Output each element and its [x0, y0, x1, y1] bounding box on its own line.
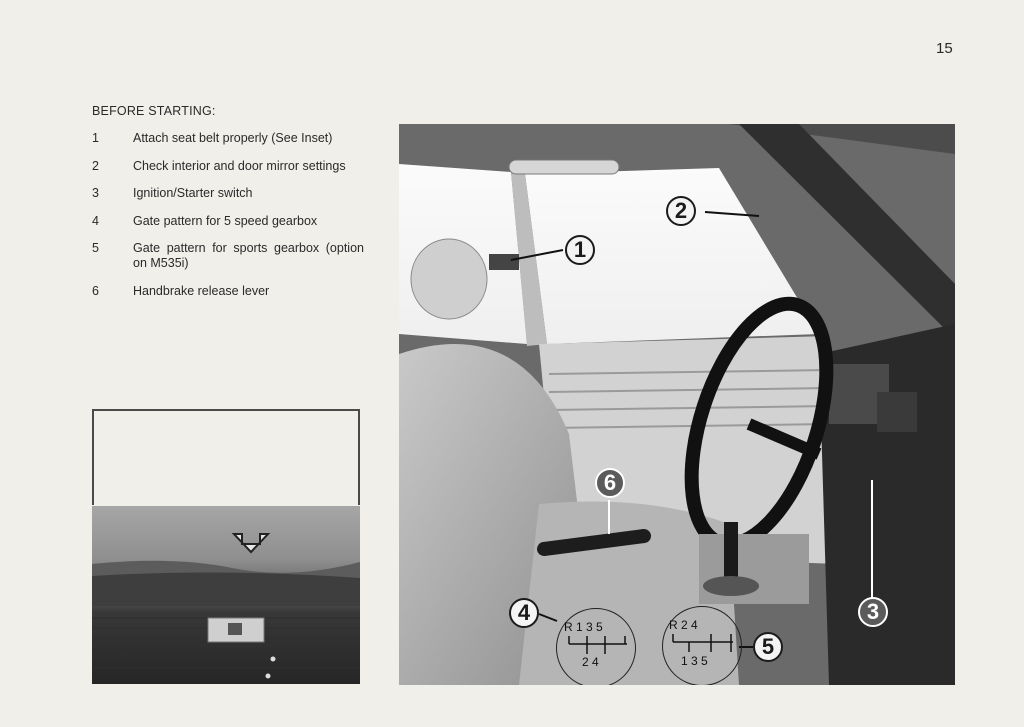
list-item — [92, 159, 364, 174]
inset-photo — [92, 506, 360, 684]
list-item — [92, 131, 364, 146]
gate-5-bottom: 1 3 5 — [681, 654, 708, 668]
item-text: Ignition/Starter switch — [133, 186, 253, 200]
callout-4: 4 — [509, 598, 539, 628]
section-heading: BEFORE STARTING: — [92, 104, 216, 118]
callout-6: 6 — [595, 468, 625, 498]
list-item — [92, 284, 364, 299]
item-number: 1 — [92, 131, 99, 145]
inset-frame — [92, 409, 360, 505]
car-interior-photo — [399, 124, 955, 685]
item-number: 6 — [92, 283, 99, 298]
list-item — [92, 241, 364, 271]
item-text: Attach seat belt properly (See Inset) — [133, 131, 333, 145]
list-item — [92, 186, 364, 201]
inset-photo-illustration — [92, 506, 360, 684]
gate-4-bottom: 2 4 — [582, 655, 599, 669]
callout-1: 1 — [565, 235, 595, 265]
item-text: Gate pattern for 5 speed gearbox — [133, 213, 318, 228]
item-text: Handbrake release lever — [133, 283, 270, 298]
page-number: 15 — [936, 40, 953, 57]
list-item — [92, 214, 364, 229]
seatbelt-buckle — [489, 254, 519, 270]
gear-stick — [724, 522, 738, 584]
gate-4-top: R 1 3 5 — [564, 620, 603, 634]
item-number: 5 — [92, 241, 99, 255]
callout-3: 3 — [858, 597, 888, 627]
item-number: 3 — [92, 186, 99, 200]
item-text: Check interior and door mirror settings — [133, 158, 346, 173]
gate-5-top: R 2 4 — [669, 618, 698, 632]
item-number: 4 — [92, 213, 99, 228]
callout-2: 2 — [666, 196, 696, 226]
item-number: 2 — [92, 158, 99, 173]
instruction-list — [92, 131, 364, 311]
item-text: Gate pattern for sports gearbox (option on M535i) — [133, 241, 364, 270]
callout-5: 5 — [753, 632, 783, 662]
arrow-down-icon — [234, 534, 268, 552]
